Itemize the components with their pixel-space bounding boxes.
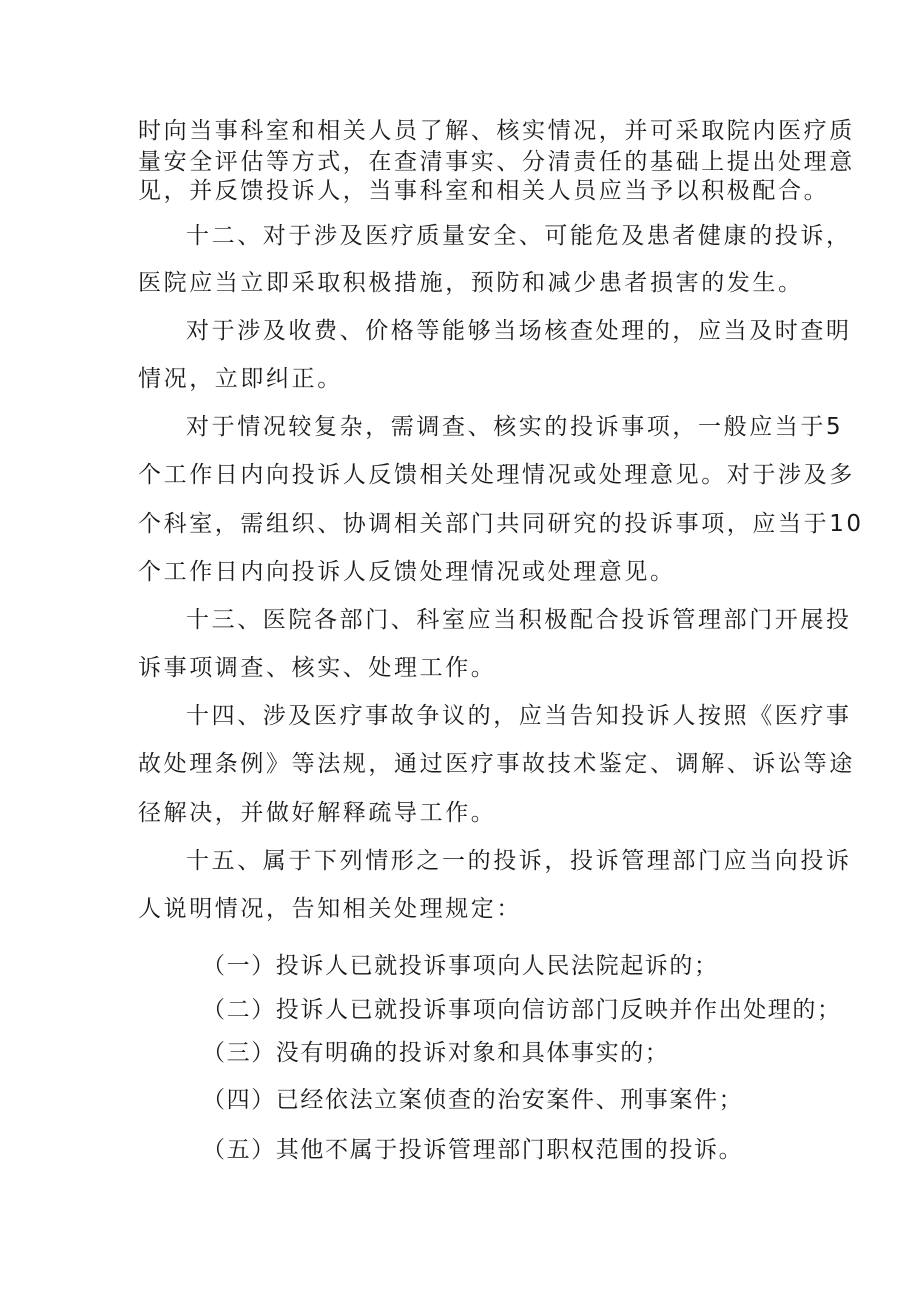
paragraph-line: 医院应当立即采取积极措施，预防和减少患者损害的发生。 <box>138 270 804 296</box>
paragraph-line: 对于情况较复杂，需调查、核实的投诉事项，一般应当于5 <box>186 414 844 440</box>
paragraph-line: 情况，立即纠正。 <box>138 366 343 392</box>
paragraph-line: 个工作日内向投诉人反馈相关处理情况或处理意见。对于涉及多 <box>138 462 855 488</box>
paragraph-line: 见，并反馈投诉人，当事科室和相关人员应当予以积极配合。 <box>138 178 830 204</box>
list-item: （五）其他不属于投诉管理部门职权范围的投诉。 <box>202 1137 744 1163</box>
paragraph-line: 故处理条例》等法规，通过医疗事故技术鉴定、调解、诉讼等途 <box>138 751 855 777</box>
paragraph-line: 对于涉及收费、价格等能够当场核查处理的，应当及时查明 <box>186 318 852 344</box>
list-item: （三）没有明确的投诉对象和具体事实的； <box>202 1040 670 1066</box>
list-item: （一）投诉人已就投诉事项向人民法院起诉的； <box>202 953 719 979</box>
list-item: （二）投诉人已就投诉事项向信访部门反映并作出处理的； <box>202 997 842 1023</box>
paragraph-line: 十二、对于涉及医疗质量安全、可能危及患者健康的投诉， <box>186 223 852 249</box>
paragraph-line: 个工作日内向投诉人反馈处理情况或处理意见。 <box>138 559 676 585</box>
paragraph-line: 量安全评估等方式，在查清事实、分清责任的基础上提出处理意 <box>138 149 855 175</box>
paragraph-line: 十四、涉及医疗事故争议的，应当告知投诉人按照《医疗事 <box>186 703 852 729</box>
paragraph-line: 时向当事科室和相关人员了解、核实情况，并可采取院内医疗质 <box>138 118 855 144</box>
paragraph-line: 诉事项调查、核实、处理工作。 <box>138 655 497 681</box>
paragraph-line: 十五、属于下列情形之一的投诉，投诉管理部门应当向投诉 <box>186 848 852 874</box>
paragraph-line: 十三、医院各部门、科室应当积极配合投诉管理部门开展投 <box>186 607 852 633</box>
list-item: （四）已经依法立案侦查的治安案件、刑事案件； <box>202 1087 744 1113</box>
paragraph-line: 径解决，并做好解释疏导工作。 <box>138 800 497 826</box>
paragraph-line: 个科室，需组织、协调相关部门共同研究的投诉事项，应当于10 <box>138 511 864 537</box>
paragraph-line: 人说明情况，告知相关处理规定： <box>138 896 522 922</box>
